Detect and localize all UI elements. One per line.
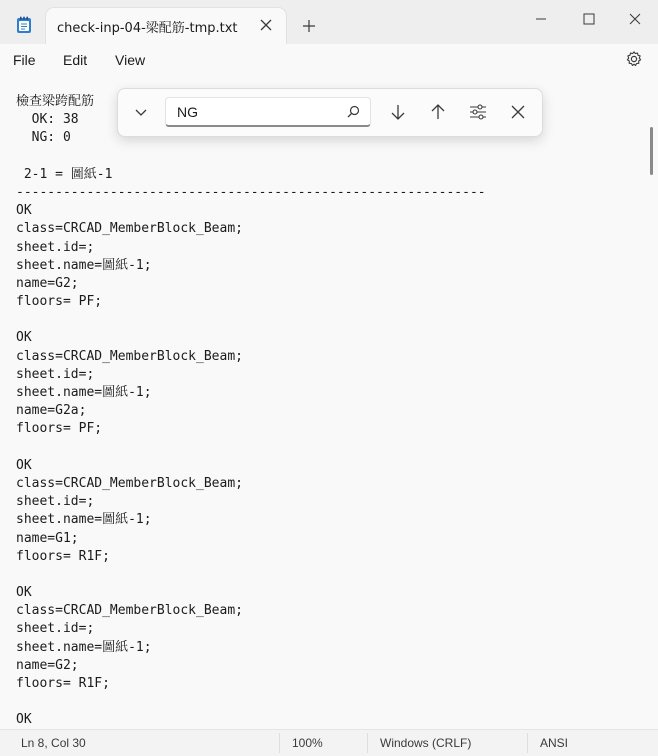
text-line: 2-1 = 圖紙-1 xyxy=(16,166,113,182)
menu-file[interactable]: File xyxy=(13,52,36,68)
sliders-icon[interactable] xyxy=(467,101,489,123)
text-line: floors= R1F; xyxy=(16,676,110,691)
tab-title: check-inp-04-梁配筋-tmp.txt xyxy=(57,21,238,36)
text-line: name=G2; xyxy=(16,275,79,291)
menu-view[interactable]: View xyxy=(115,52,146,68)
minimize-icon[interactable] xyxy=(518,4,564,34)
arrow-up-icon[interactable] xyxy=(427,101,449,123)
text-line: sheet.id=; xyxy=(16,494,95,510)
gear-icon[interactable] xyxy=(625,50,643,68)
text-line: OK xyxy=(16,585,32,601)
status-bar xyxy=(0,729,658,756)
menu-bar xyxy=(0,44,658,75)
text-line: OK xyxy=(16,457,32,473)
chevron-down-icon[interactable] xyxy=(130,101,152,123)
text-line: sheet.name=圖紙-1; xyxy=(16,512,152,528)
find-input[interactable] xyxy=(165,97,371,127)
text-line: NG: 0 xyxy=(16,130,71,146)
text-line: name=G2; xyxy=(16,657,79,673)
tab-document[interactable] xyxy=(46,8,286,44)
close-icon[interactable] xyxy=(507,101,529,123)
status-line-ending[interactable]: Windows (CRLF) xyxy=(380,736,472,750)
text-line: sheet.name=圖紙-1; xyxy=(16,257,152,273)
arrow-down-icon[interactable] xyxy=(387,101,409,123)
search-icon[interactable] xyxy=(347,105,360,118)
text-line: OK: 38 xyxy=(16,112,79,128)
status-zoom[interactable]: 100% xyxy=(292,736,323,750)
notepad-icon xyxy=(16,16,32,34)
text-line: sheet.name=圖紙-1; xyxy=(16,385,152,400)
text-line: OK xyxy=(16,330,32,346)
menu-edit[interactable]: Edit xyxy=(63,52,88,68)
text-line: class=CRCAD_MemberBlock_Beam; xyxy=(16,348,243,364)
status-divider xyxy=(279,733,280,753)
status-encoding[interactable]: ANSI xyxy=(540,736,569,750)
text-line: 檢查梁跨配筋 xyxy=(16,94,95,109)
text-editor[interactable] xyxy=(0,75,658,729)
text-line xyxy=(16,439,486,457)
text-line xyxy=(16,311,486,329)
text-line: ------------------------------------------------------------ xyxy=(16,184,486,200)
find-input-value: NG xyxy=(177,104,198,120)
text-line: floors= PF; xyxy=(16,421,103,437)
vertical-scrollbar[interactable] xyxy=(650,127,653,175)
text-line xyxy=(16,148,486,166)
status-cursor-position: Ln 8, Col 30 xyxy=(21,736,86,750)
text-line: sheet.id=; xyxy=(16,621,95,637)
text-line: class=CRCAD_MemberBlock_Beam; xyxy=(16,475,243,491)
close-icon[interactable] xyxy=(258,17,274,33)
text-line: sheet.id=; xyxy=(16,366,95,382)
document-text xyxy=(16,93,486,729)
text-line: OK xyxy=(16,712,32,728)
close-icon[interactable] xyxy=(612,4,658,34)
text-line xyxy=(16,566,486,584)
text-line: sheet.id=; xyxy=(16,239,95,255)
text-line: name=G1; xyxy=(16,530,79,546)
text-line xyxy=(16,693,486,711)
text-line: floors= PF; xyxy=(16,294,103,310)
text-line: name=G2a; xyxy=(16,403,87,419)
text-line: class=CRCAD_MemberBlock_Beam; xyxy=(16,603,243,619)
text-line: OK xyxy=(16,203,32,219)
text-line: class=CRCAD_MemberBlock_Beam; xyxy=(16,221,243,237)
maximize-icon[interactable] xyxy=(566,4,612,34)
text-line: sheet.name=圖紙-1; xyxy=(16,639,152,655)
plus-icon[interactable] xyxy=(300,17,318,35)
title-bar xyxy=(0,0,658,44)
find-panel xyxy=(117,88,543,137)
status-divider xyxy=(527,733,528,753)
text-line: floors= R1F; xyxy=(16,548,110,564)
status-divider xyxy=(367,733,368,753)
